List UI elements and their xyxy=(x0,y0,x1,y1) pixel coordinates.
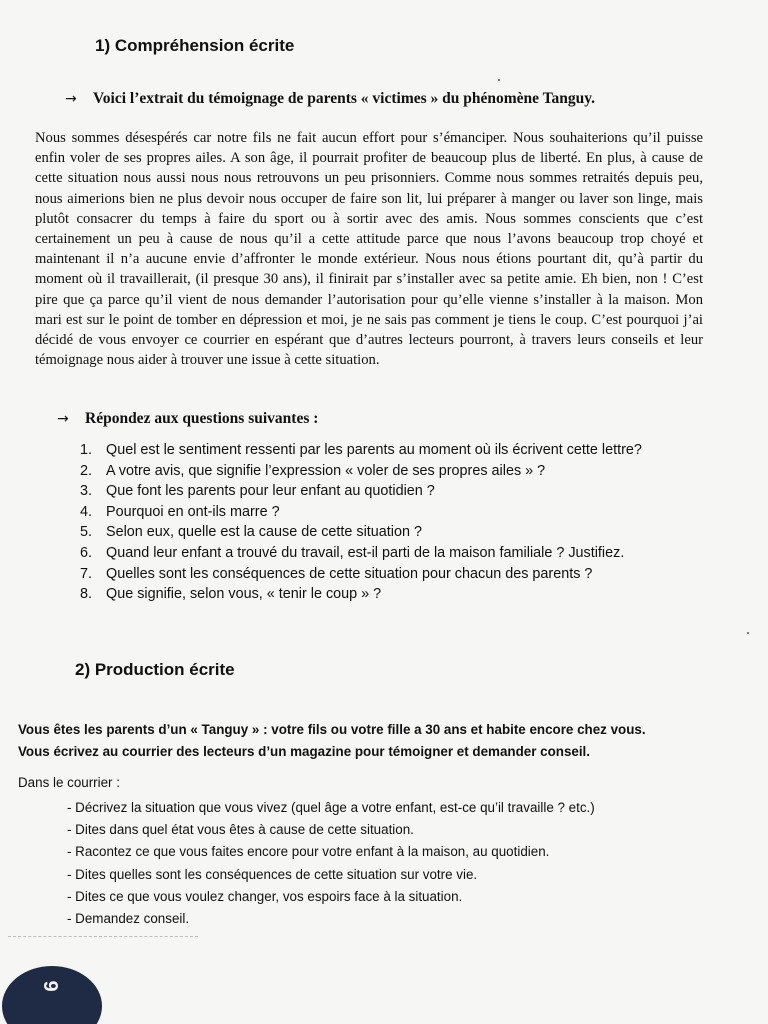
question-text: A votre avis, que signifie l’expression « voler de ses propres ailes » ? xyxy=(106,462,546,479)
testimony-passage: Nous sommes désespérés car notre fils ne fait aucun effort pour s’émanciper. Nous souhaiterions qu’il puisse enfin voler de ses propres ailes. A son âge, il pourrait profiter de beaucoup plus de liberté. En plus, à cause de cette situation nous aussi nous nous retrouvons un peu prisonniers. Comme nous sommes retraités depuis peu, nous aimerions bien ne plus devoir nous occuper de faire son lit, lui préparer à manger ou laver son linge, mais plutôt consacrer du temps à faire du sport ou à sortir avec des amis. Nous sommes conscients que c’est certainement un peu à cause de nous qu’il a cette attitude parce que nous l’avons beaucoup trop choyé et maintenant il n’a aucune envie d’affronter le monde extérieur. Nous nous étions pourtant dit, qu’à partir du moment où il travaillerait, (il presque 30 ans), il finirait par s’installer avec sa petite amie. Eh bien, non ! C’est pire que ça parce qu’il vient de nous demander l’autorisation pour qu’elle vienne s’installer à la maison. Mon mari est sur le point de tomber en dépression et moi, je ne sais pas comment je tiens le coup. C’est pourquoi j’ai décidé de vous envoyer ce courrier en espérant que d’autres lecteurs pourront, à travers leurs conseils et leur témoignage nous aider à trouver une issue à cette situation. xyxy=(35,130,703,369)
questions-heading xyxy=(57,410,318,428)
page-number: 6 xyxy=(41,980,63,992)
questions-heading-text: Répondez aux questions suivantes : xyxy=(85,410,319,427)
question-text: Quel est le sentiment ressenti par les parents au moment où ils écrivent cette lettre? xyxy=(106,442,642,458)
scan-dust xyxy=(498,79,500,81)
instruction-item: - Demandez conseil. xyxy=(67,911,190,927)
extract-intro-text: Voici l’extrait du témoignage de parents « victimes » du phénomène Tanguy. xyxy=(93,90,596,107)
question-item xyxy=(80,584,730,605)
instruction-item: - Décrivez la situation que vous vivez (quel âge a votre enfant, est-ce qu’il travaille ? etc.) xyxy=(67,800,595,815)
question-text: Que font les parents pour leur enfant au quotidien ? xyxy=(106,483,435,500)
extract-intro xyxy=(65,90,745,108)
question-item xyxy=(80,481,730,502)
questions-list xyxy=(80,440,730,605)
question-number: 2. xyxy=(80,462,93,479)
question-number: 3. xyxy=(80,483,93,500)
letter-instructions xyxy=(67,797,595,930)
question-text: Pourquoi en ont-ils marre ? xyxy=(106,503,280,520)
question-item xyxy=(80,461,730,482)
question-number: 1. xyxy=(80,442,93,458)
instruction-item: - Dites dans quel état vous êtes à cause de cette situation. xyxy=(67,822,414,838)
arrow-right-icon: → xyxy=(57,411,69,427)
question-item xyxy=(80,543,730,564)
question-item xyxy=(80,564,730,585)
section-2-title: 2) Production écrite xyxy=(75,660,235,679)
question-text: Quand leur enfant a trouvé du travail, est-il parti de la maison familiale ? Justifiez. xyxy=(106,544,625,561)
page-number-badge xyxy=(0,940,110,1024)
writing-task xyxy=(18,719,718,763)
writing-task-line-1: Vous êtes les parents d’un « Tanguy » : votre fils ou votre fille a 30 ans et habite encore chez vous. xyxy=(18,722,646,737)
question-number: 4. xyxy=(80,503,93,520)
writing-task-line-2: Vous écrivez au courrier des lecteurs d’un magazine pour témoigner et demander conseil. xyxy=(18,744,590,759)
question-number: 8. xyxy=(80,586,93,603)
question-number: 7. xyxy=(80,565,93,582)
question-text: Que signifie, selon vous, « tenir le coup » ? xyxy=(106,586,382,603)
scan-dust xyxy=(747,632,749,634)
question-item xyxy=(80,502,730,523)
page-badge-shape xyxy=(2,966,102,1024)
question-number: 5. xyxy=(80,524,93,541)
question-number: 6. xyxy=(80,544,93,561)
instruction-item: - Racontez ce que vous faites encore pour votre enfant à la maison, au quotidien. xyxy=(67,844,550,860)
arrow-right-icon: → xyxy=(65,91,77,107)
letter-label: Dans le courrier : xyxy=(18,775,120,790)
question-text: Selon eux, quelle est la cause de cette situation ? xyxy=(106,524,423,541)
question-text: Quelles sont les conséquences de cette situation pour chacun des parents ? xyxy=(106,565,593,582)
question-item xyxy=(80,522,730,543)
section-1-title: 1) Compréhension écrite xyxy=(95,36,295,55)
instruction-item: - Dites quelles sont les conséquences de cette situation sur votre vie. xyxy=(67,866,478,882)
instruction-item: - Dites ce que vous voulez changer, vos espoirs face à la situation. xyxy=(67,888,463,904)
question-item xyxy=(80,440,730,461)
